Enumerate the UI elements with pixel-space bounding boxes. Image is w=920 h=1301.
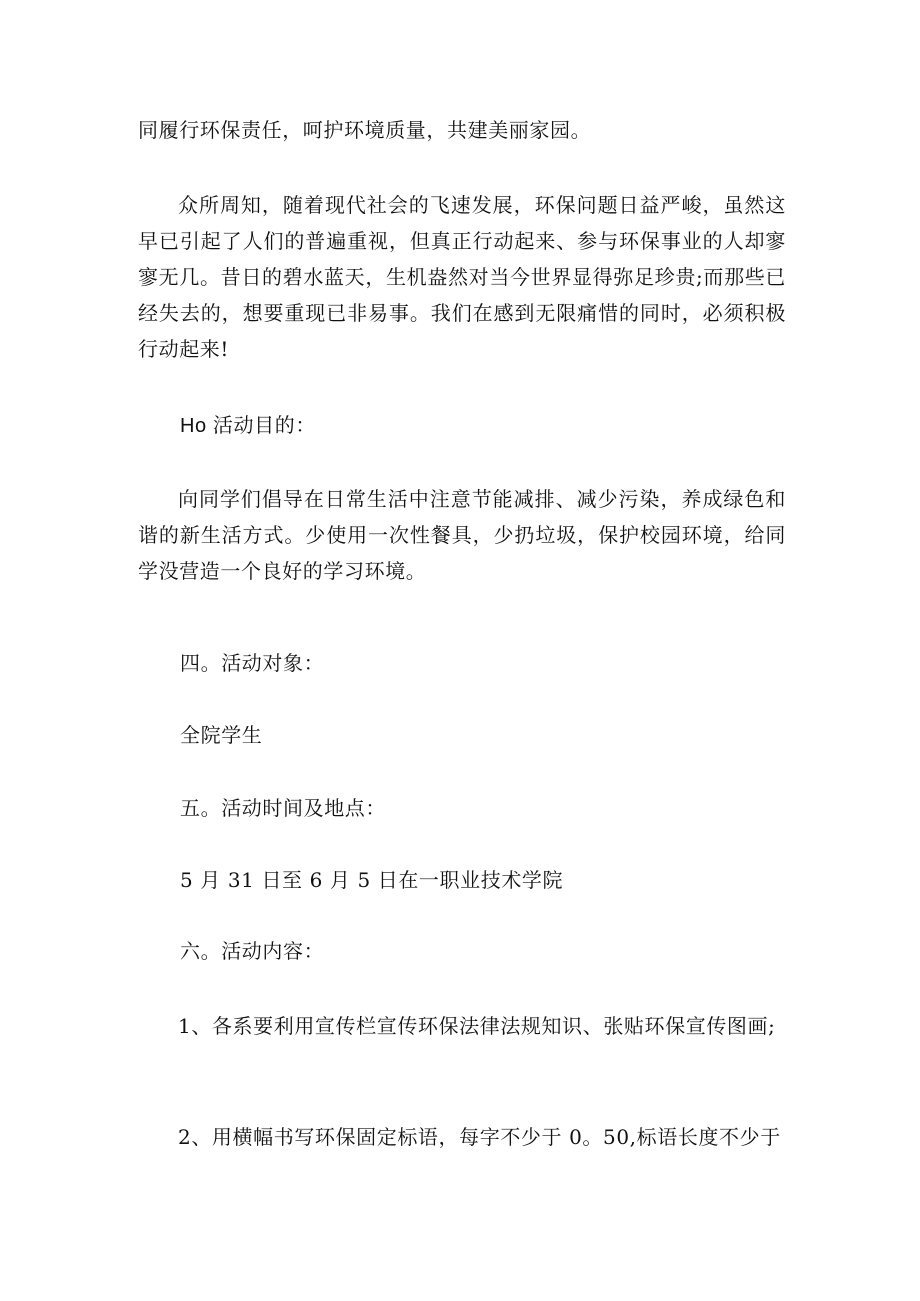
paragraph-activity-time-place: 5 月 31 日至 6 月 5 日在一职业技术学院	[180, 868, 564, 892]
heading-activity-time-place: 五。活动时间及地点：	[180, 796, 386, 820]
list-item-content-1: 1、各系要利用宣传栏宣传环保法律法规知识、张贴环保宣传图画;	[178, 1014, 776, 1038]
list-item-content-2: 2、用横幅书写环保固定标语，每字不少于 0。50,标语长度不少于	[178, 1125, 781, 1149]
heading-activity-purpose: Ho 活动目的：	[180, 415, 316, 437]
paragraph-activity-target: 全院学生	[180, 723, 263, 747]
paragraph-activity-purpose: 向同学们倡导在日常生活中注意节能减排、减少污染，养成绿色和谐的新生活方式。少使用一次性餐具，少扔垃圾，保护校园环境，给同学没营造一个良好的学习环境。	[138, 487, 786, 583]
heading-activity-target: 四。活动对象：	[180, 651, 325, 675]
heading-activity-content: 六。活动内容：	[180, 939, 325, 963]
paragraph-intro-closing: 同履行环保责任，呵护环境质量，共建美丽家园。	[138, 118, 592, 142]
paragraph-background: 众所周知，随着现代社会的飞速发展，环保问题日益严峻，虽然这早已引起了人们的普遍重视，但真正行动起来、参与环保事业的人却寥寥无几。昔日的碧水蓝天，生机盎然对当今世界显得弥足珍贵;而那些已经失去的，想要重现已非易事。我们在感到无限痛惜的同时，必须积极行动起来!	[138, 193, 786, 361]
